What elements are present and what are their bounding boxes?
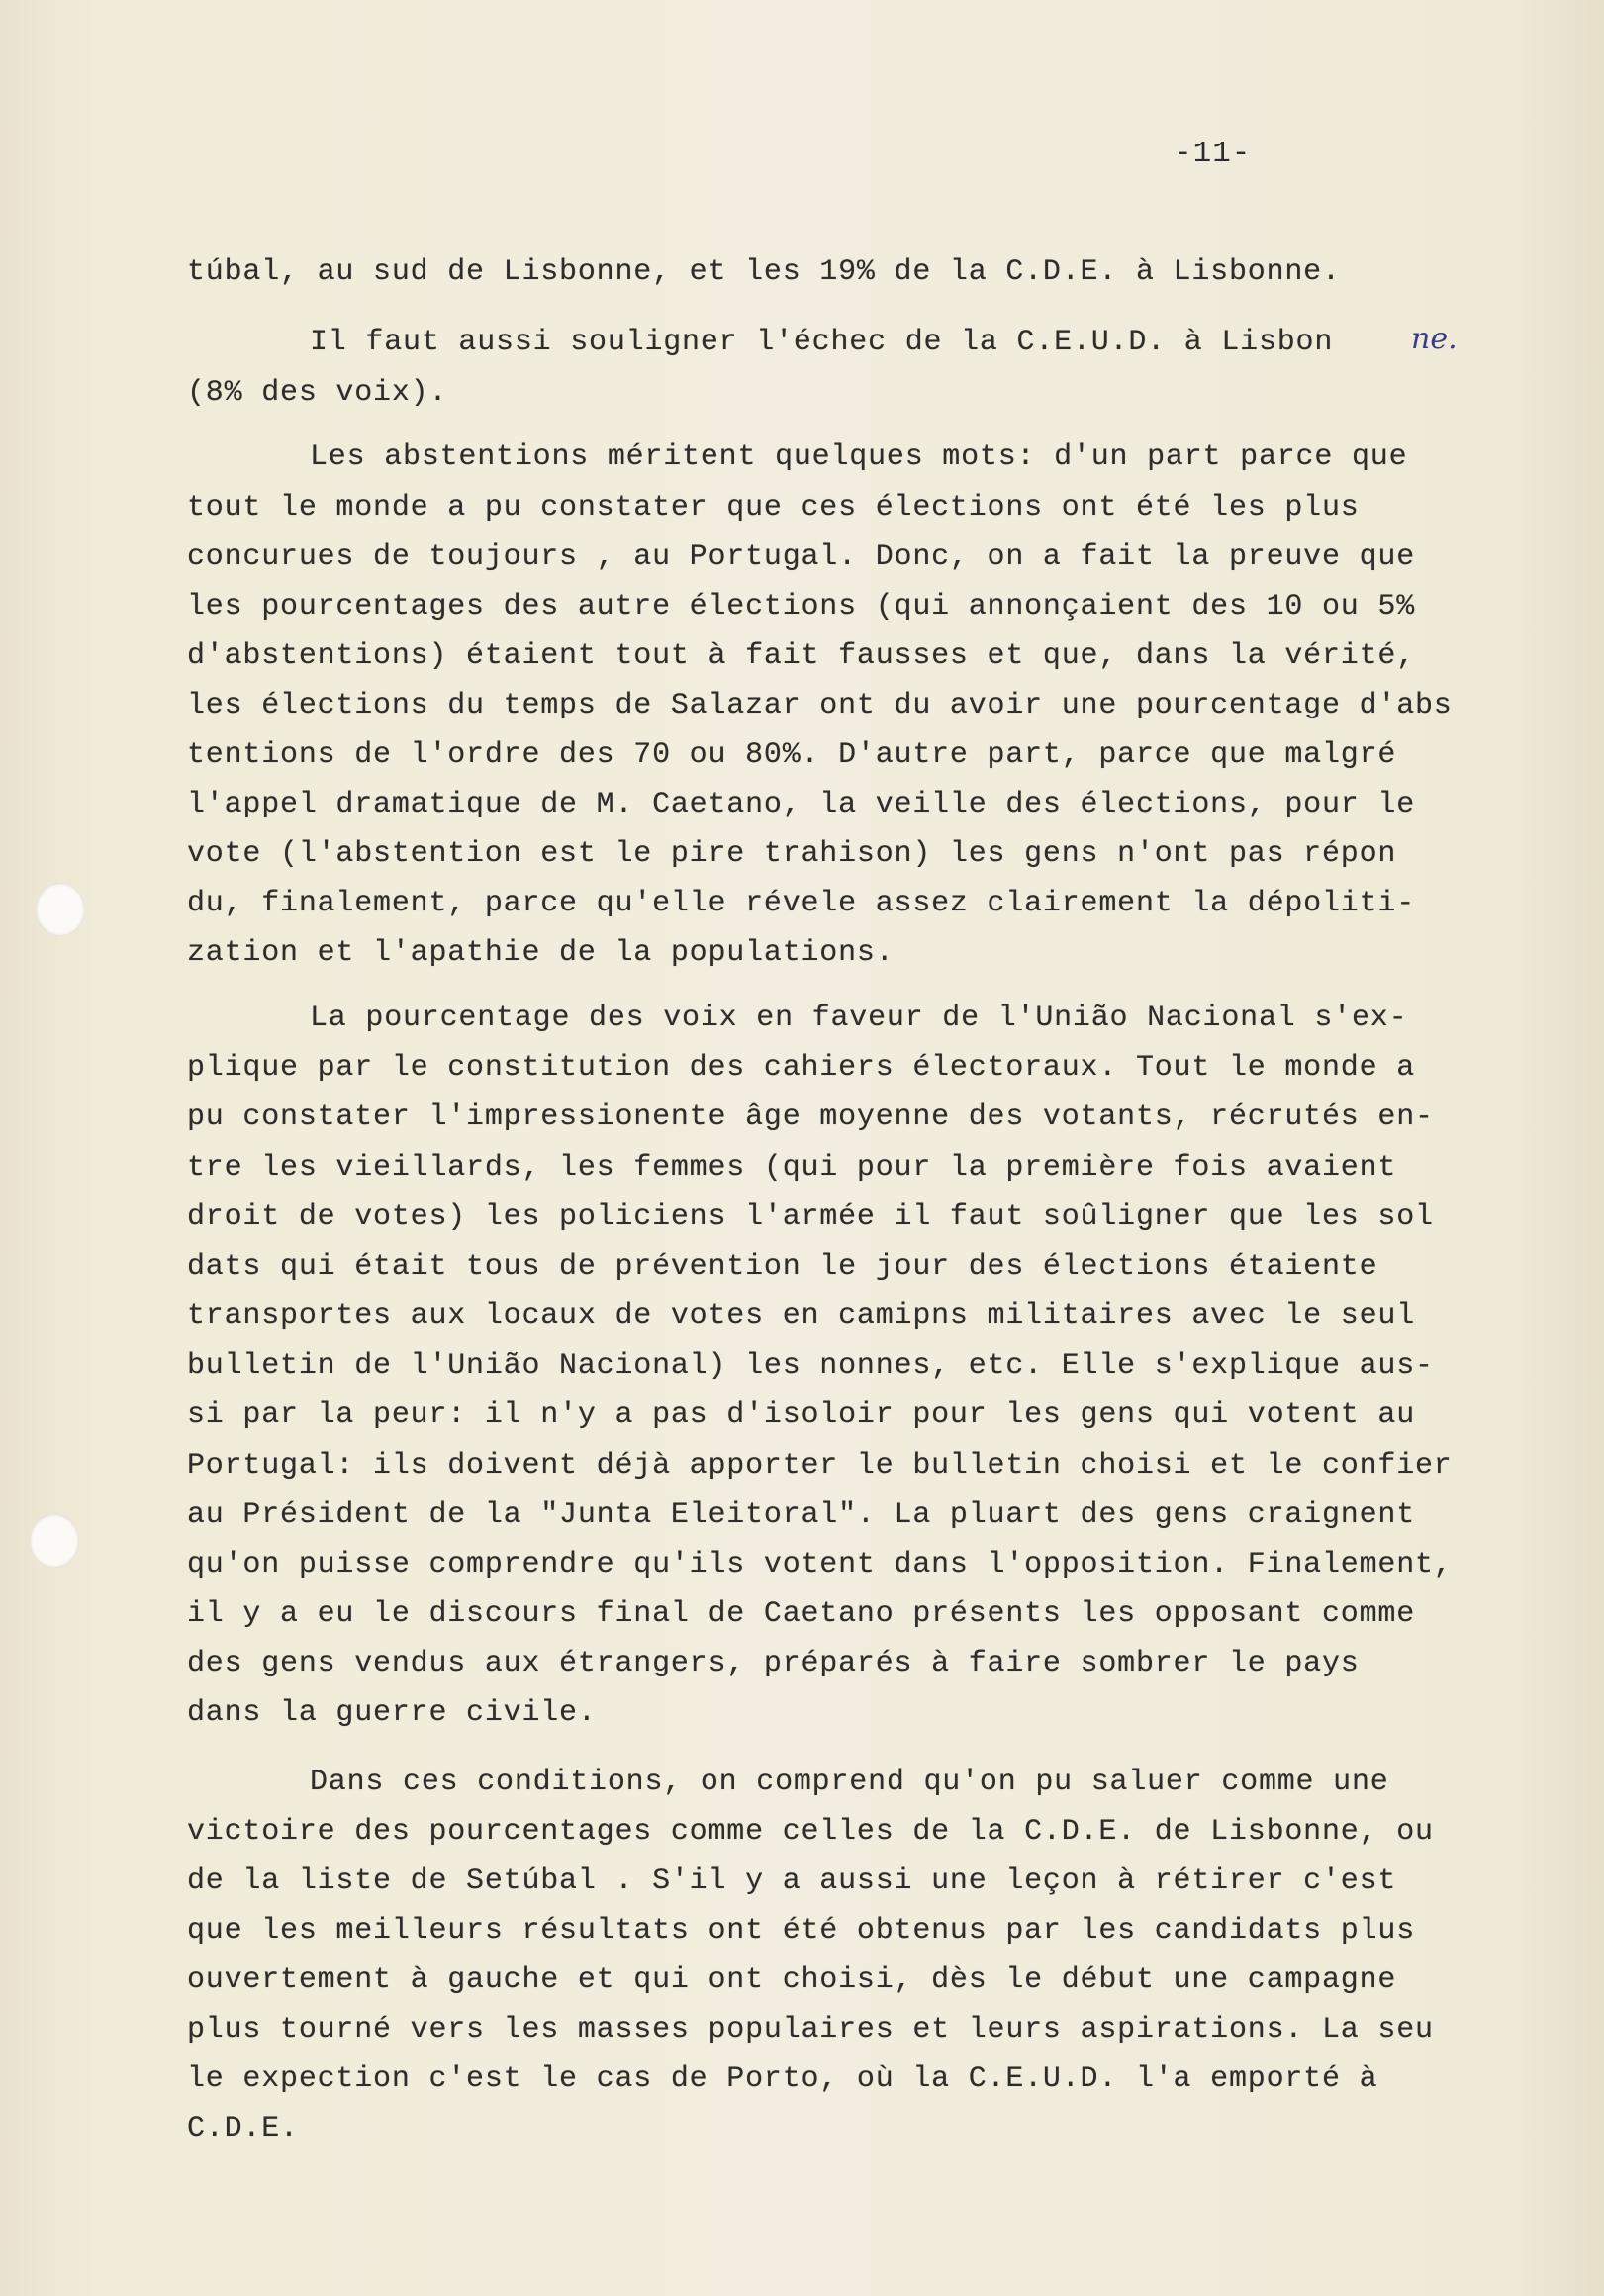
text-line: Dans ces conditions, on comprend qu'on pu saluer comme une [310,1766,1389,1799]
text-line: tout le monde a pu constater que ces élections ont été les plus [187,491,1360,525]
text-line: Il faut aussi souligner l'échec de la C.E.U.D. à Lisbon [310,326,1334,359]
text-line: ouvertement à gauche et qui ont choisi, dès le début une campagne [187,1963,1397,1997]
text-line: les pourcentages des autre élections (qui annonçaient des 10 ou 5% [187,590,1415,623]
text-line: de la liste de Setúbal . S'il y a aussi une leçon à rétirer c'est [187,1865,1397,1898]
text-line: tre les vieillards, les femmes (qui pour la première fois avaient [187,1151,1397,1185]
text-line: bulletin de l'União Nacional) les nonnes, etc. Elle s'explique aus- [187,1349,1434,1383]
text-line: plique par le constitution des cahiers électoraux. Tout le monde a [187,1051,1415,1085]
text-line: plus tourné vers les masses populaires et leurs aspirations. La seu [187,2013,1434,2047]
text-line: d'abstentions) étaient tout à fait fausses et que, dans la vérité, [187,639,1415,673]
text-line: au Président de la "Junta Eleitoral". La pluart des gens craignent [187,1498,1415,1532]
handwritten-correction: ne. [1411,322,1458,356]
text-line: transportes aux locaux de votes en camipns militaires avec le seul [187,1299,1415,1333]
text-line: si par la peur: il n'y a pas d'isoloir pour les gens qui votent au [187,1398,1415,1432]
text-line: il y a eu le discours final de Caetano présents les opposant comme [187,1597,1415,1631]
text-line: tentions de l'ordre des 70 ou 80%. D'autre part, parce que malgré [187,738,1397,772]
text-line: concurues de toujours , au Portugal. Donc, on a fait la preuve que [187,540,1415,574]
text-line: que les meilleurs résultats ont été obtenus par les candidats plus [187,1914,1415,1948]
text-line: les élections du temps de Salazar ont du avoir une pourcentage d'abs [187,689,1453,722]
text-line: pu constater l'impressionente âge moyenne des votants, récrutés en- [187,1100,1434,1134]
text-line: La pourcentage des voix en faveur de l'União Nacional s'ex- [310,1002,1408,1035]
text-line: Portugal: ils doivent déjà apporter le bulletin choisi et le confier [187,1449,1453,1483]
text-line: C.D.E. [187,2112,299,2146]
punch-hole [36,883,85,936]
text-line: des gens vendus aux étrangers, préparés à faire sombrer le pays [187,1647,1360,1680]
text-line: zation et l'apathie de la populations. [187,936,895,970]
text-line: l'appel dramatique de M. Caetano, la veille des élections, pour le [187,788,1415,821]
page-number: -11- [1174,137,1252,171]
text-line: (8% des voix). [187,376,448,410]
punch-hole [30,1514,79,1568]
text-line: dats qui était tous de prévention le jour des élections étaiente [187,1250,1378,1284]
text-line: du, finalement, parce qu'elle révele assez clairement la dépoliti- [187,887,1415,920]
text-line: le expection c'est le cas de Porto, où la C.E.U.D. l'a emporté à [187,2062,1378,2096]
text-line: túbal, au sud de Lisbonne, et les 19% de la C.D.E. à Lisbonne. [187,255,1341,289]
text-line: qu'on puisse comprendre qu'ils votent dans l'opposition. Finalement, [187,1548,1453,1581]
text-line: droit de votes) les policiens l'armée il faut soûligner que les sol [187,1200,1434,1234]
text-line: dans la guerre civile. [187,1696,597,1730]
text-line: vote (l'abstention est le pire trahison) les gens n'ont pas répon [187,837,1397,871]
text-line: Les abstentions méritent quelques mots: d'un part parce que [310,440,1408,474]
text-line: victoire des pourcentages comme celles de la C.D.E. de Lisbonne, ou [187,1815,1434,1849]
